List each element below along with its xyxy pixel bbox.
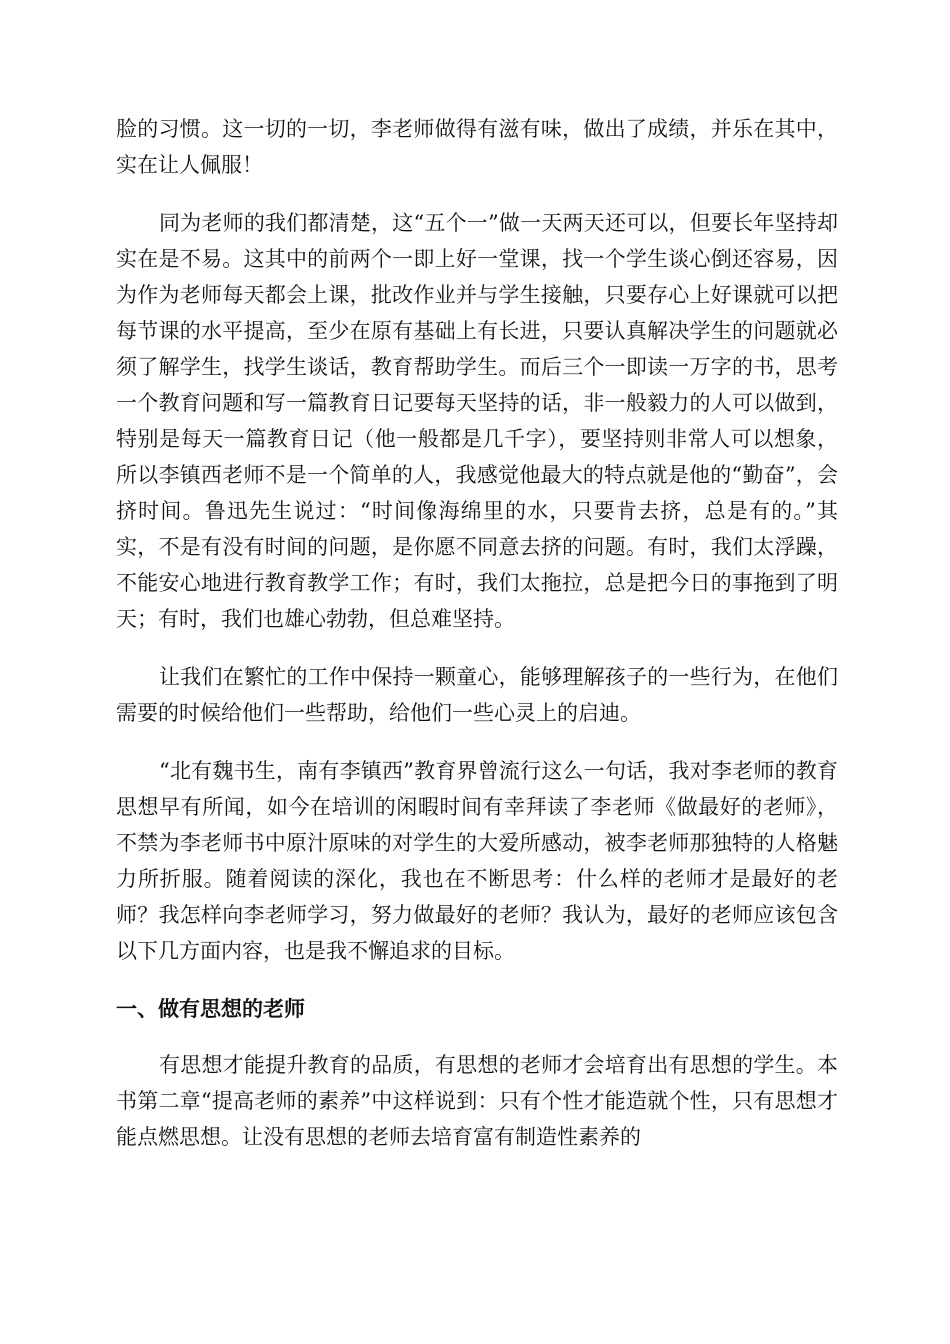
paragraph-continuation: 脸的习惯。这一切的一切，李老师做得有滋有味，做出了成绩，并乐在其中，实在让人佩服！	[116, 117, 838, 177]
paragraph-five-ones: 同为老师的我们都清楚，这“五个一”做一天两天还可以，但要长年坚持却实在是不易。这其中的前两个一即上好一堂课，找一个学生谈心倒还容易，因为作为老师每天都会上课，批改作业并与学生接触，只要存心上好课就可以把每节课的水平提高，至少在原有基础上有长进，只要认真解决学生的问题就必须了解学生，找学生谈话，教育帮助学生。而后三个一即读一万字的书，思考一个教育问题和写一篇教育日记要每天坚持的话，非一般毅力的人可以做到，特别是每天一篇教育日记（他一般都是几千字），要坚持则非常人可以想象，所以李镇西老师不是一个简单的人，我感觉他最大的特点就是他的“勤奋”，会挤时间。鲁迅先生说过：“时间像海绵里的水，只要肯去挤，总是有的。”其实，不是有没有时间的问题，是你愿不同意去挤的问题。有时，我们太浮躁，不能安心地进行教育教学工作；有时，我们太拖拉，总是把今日的事拖到了明天；有时，我们也雄心勃勃，但总难坚持。	[116, 211, 838, 631]
document-page	[116, 111, 838, 1177]
paragraph-best-teacher: “北有魏书生，南有李镇西”教育界曾流行这么一句话，我对李老师的教育思想早有所闻，如今在培训的闲暇时间有幸拜读了李老师《做最好的老师》，不禁为李老师书中原汁原味的对学生的大爱所感动，被李老师那独特的人格魅力所折服。随着阅读的深化，我也在不断思考：什么样的老师才是最好的老师？我怎样向李老师学习，努力做最好的老师？我认为，最好的老师应该包含以下几方面内容，也是我不懈追求的目标。	[116, 759, 838, 963]
paragraph-thinking-teacher: 有思想才能提升教育的品质，有思想的老师才会培育出有思想的学生。本书第二章“提高老师的素养”中这样说到：只有个性才能造就个性，只有思想才能点燃思想。让没有思想的老师去培育富有制造性素养的	[116, 1053, 838, 1149]
paragraph-childlike-heart: 让我们在繁忙的工作中保持一颗童心，能够理解孩子的一些行为，在他们需要的时候给他们一些帮助，给他们一些心灵上的启迪。	[116, 665, 838, 725]
section-heading: 一、做有思想的老师	[116, 997, 305, 1021]
